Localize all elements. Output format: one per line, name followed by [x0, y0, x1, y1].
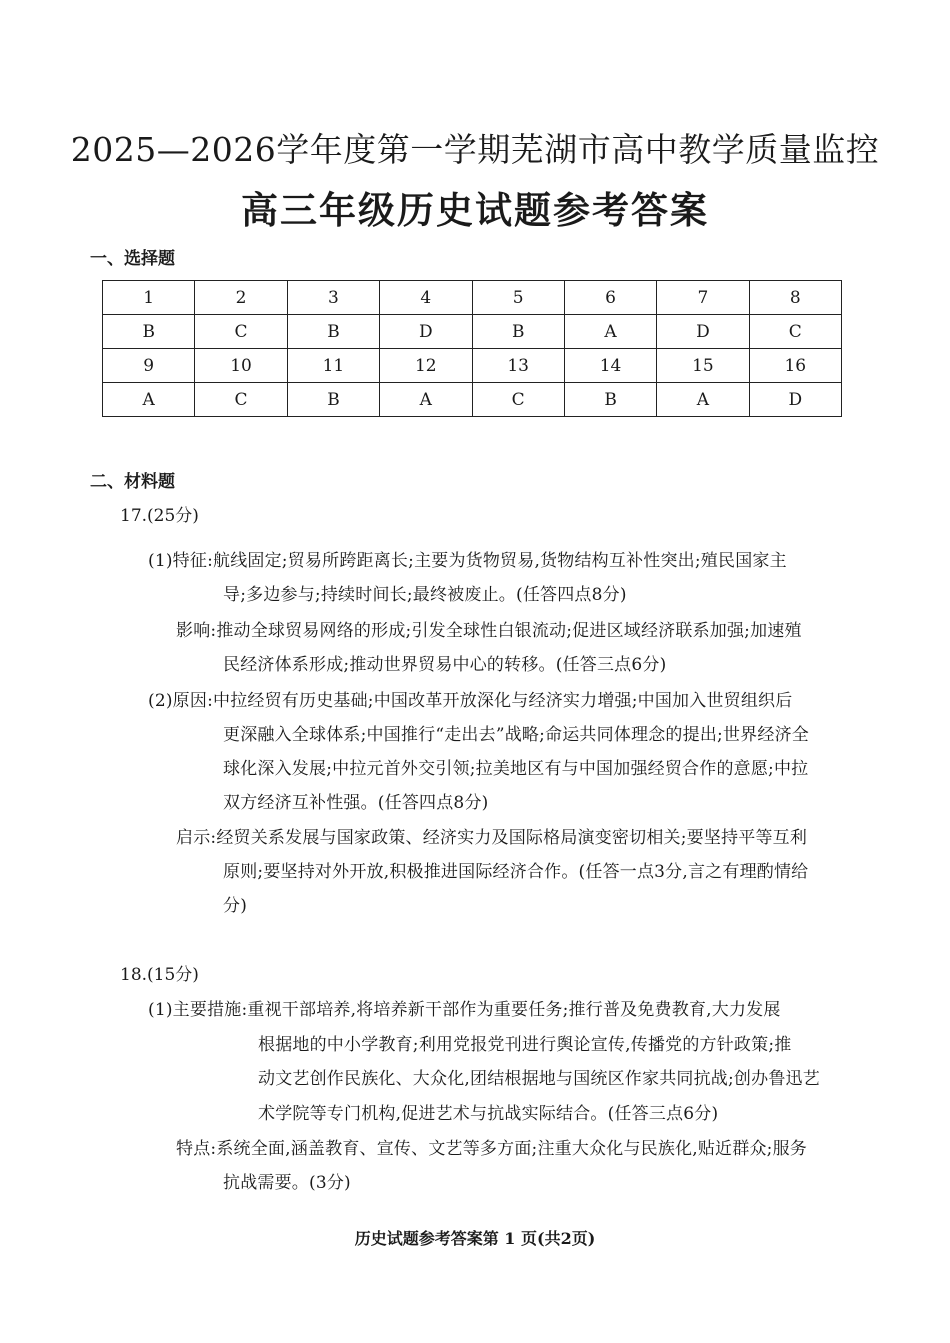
table-cell: 13 — [472, 349, 564, 383]
table-row-answers-1 — [103, 315, 842, 349]
q17-line: 更深融入全球体系;中国推行“走出去”战略;命运共同体理念的提出;世界经济全 — [223, 725, 809, 745]
q17-line: 原则;要坚持对外开放,积极推进国际经济合作。(任答一点3分,言之有理酌情给 — [223, 862, 809, 882]
table-cell: 7 — [657, 281, 749, 315]
table-cell: D — [657, 315, 749, 349]
table-cell: 15 — [657, 349, 749, 383]
q18-line: 特点:系统全面,涵盖教育、宣传、文艺等多方面;注重大众化与民族化,贴近群众;服务 — [176, 1139, 807, 1159]
table-cell: A — [380, 383, 472, 417]
table-cell: 6 — [564, 281, 656, 315]
table-row-answers-2 — [103, 383, 842, 417]
table-cell: 16 — [749, 349, 841, 383]
exam-title-line1: 2025—2026学年度第一学期芜湖市高中教学质量监控 — [70, 130, 880, 169]
q17-line: 影响:推动全球贸易网络的形成;引发全球性白银流动;促进区域经济联系加强;加速殖 — [176, 621, 802, 641]
section-heading-choice: 一、选择题 — [90, 249, 175, 269]
q18-line: 术学院等专门机构,促进艺术与抗战实际结合。(任答三点6分) — [258, 1104, 719, 1124]
q18-line: (1)主要措施:重视干部培养,将培养新干部作为重要任务;推行普及免费教育,大力发展 — [148, 1000, 781, 1020]
table-row-numbers-1 — [103, 281, 842, 315]
question-17-title: 17.(25分) — [120, 506, 199, 526]
table-cell: C — [195, 315, 287, 349]
q17-line: 导;多边参与;持续时间长;最终被废止。(任答四点8分) — [223, 585, 627, 605]
table-cell: C — [472, 383, 564, 417]
table-cell: 3 — [287, 281, 379, 315]
table-cell: A — [564, 315, 656, 349]
table-cell: 4 — [380, 281, 472, 315]
q17-line: 民经济体系形成;推动世界贸易中心的转移。(任答三点6分) — [223, 655, 667, 675]
table-cell: B — [287, 315, 379, 349]
section-heading-material: 二、材料题 — [90, 472, 175, 492]
table-row-numbers-2 — [103, 349, 842, 383]
table-cell: 5 — [472, 281, 564, 315]
table-cell: 9 — [103, 349, 195, 383]
q17-line: 启示:经贸关系发展与国家政策、经济实力及国际格局演变密切相关;要坚持平等互利 — [176, 828, 808, 848]
table-cell: D — [380, 315, 472, 349]
q18-line: 根据地的中小学教育;利用党报党刊进行舆论宣传,传播党的方针政策;推 — [258, 1035, 792, 1055]
table-cell: D — [749, 383, 841, 417]
table-cell: 14 — [564, 349, 656, 383]
q18-line: 动文艺创作民族化、大众化,团结根据地与国统区作家共同抗战;创办鲁迅艺 — [258, 1069, 820, 1089]
page-footer: 历史试题参考答案第 1 页(共2页) — [354, 1229, 596, 1248]
q17-line: 分) — [223, 896, 248, 916]
q18-line: 抗战需要。(3分) — [223, 1173, 351, 1193]
table-cell: B — [564, 383, 656, 417]
exam-title-line2: 高三年级历史试题参考答案 — [241, 189, 709, 232]
table-cell: C — [749, 315, 841, 349]
q17-line: (1)特征:航线固定;贸易所跨距离长;主要为货物贸易,货物结构互补性突出;殖民国家主 — [148, 551, 787, 571]
table-cell: 10 — [195, 349, 287, 383]
table-cell: B — [472, 315, 564, 349]
table-cell: B — [103, 315, 195, 349]
q17-line: 球化深入发展;中拉元首外交引领;拉美地区有与中国加强经贸合作的意愿;中拉 — [223, 759, 809, 779]
table-cell: B — [287, 383, 379, 417]
table-cell: C — [195, 383, 287, 417]
q17-line: 双方经济互补性强。(任答四点8分) — [223, 793, 489, 813]
table-cell: A — [103, 383, 195, 417]
table-cell: 8 — [749, 281, 841, 315]
table-cell: 12 — [380, 349, 472, 383]
q17-line: (2)原因:中拉经贸有历史基础;中国改革开放深化与经济实力增强;中国加入世贸组织后 — [148, 691, 793, 711]
table-cell: 11 — [287, 349, 379, 383]
question-18-title: 18.(15分) — [120, 965, 199, 985]
answer-table — [102, 280, 842, 417]
table-cell: A — [657, 383, 749, 417]
table-cell: 2 — [195, 281, 287, 315]
table-cell: 1 — [103, 281, 195, 315]
